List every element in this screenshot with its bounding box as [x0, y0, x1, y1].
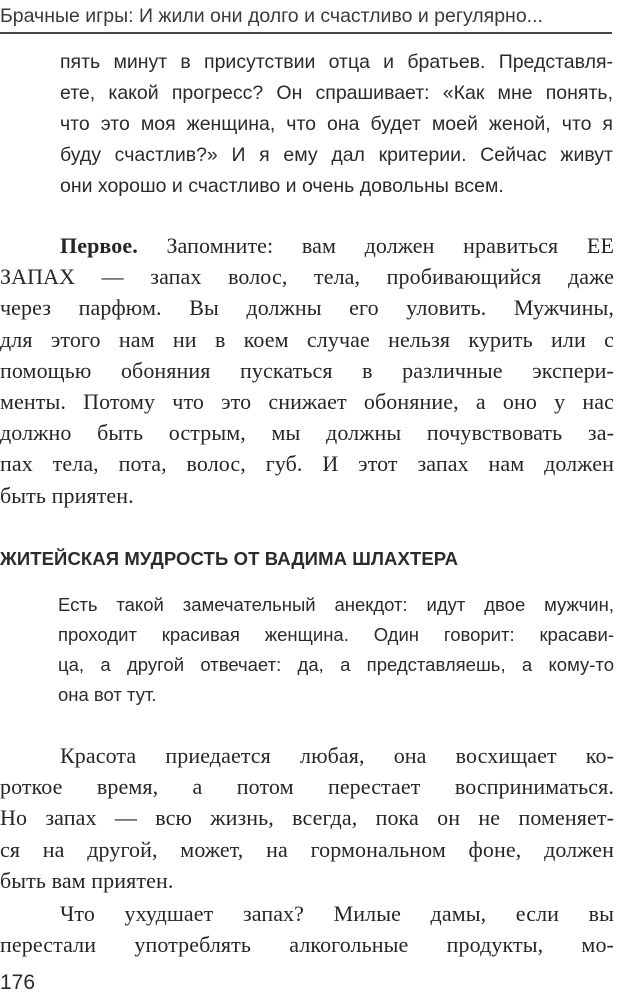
page-number: 176 — [0, 971, 36, 994]
intro-paragraph — [60, 47, 613, 202]
text-line: пах тела, пота, волос, губ. И этот запах нам должен — [0, 451, 614, 477]
text-line: буду счастлив?» И я ему дал критерии. Сейчас живут — [60, 144, 613, 166]
text-line: она вот тут. — [58, 684, 157, 705]
text-line: ЗАПАХ — запах волос, тела, пробивающийся даже — [0, 264, 614, 290]
text-line: перестали употреблять алкогольные продукты, мо- — [0, 932, 614, 958]
paragraph-lead: Первое. — [60, 233, 138, 258]
text-line: Красота приедается любая, она восхищает ко- — [60, 743, 614, 768]
text-line: через парфюм. Вы должны его уловить. Мужчины, — [0, 295, 614, 321]
anecdote-block — [58, 590, 614, 710]
text-line: пять минут в присутствии отца и братьев. Представля- — [60, 51, 613, 73]
last-paragraph — [0, 898, 614, 960]
first-paragraph — [0, 230, 614, 511]
running-head: Брачные игры: И жили они долго и счастливо и регулярно... — [0, 5, 543, 27]
text-line: проходит красивая женщина. Один говорит: красави- — [58, 624, 614, 645]
text-line: быть приятен. — [0, 482, 134, 508]
text-line: Что ухудшает запах? Милые дамы, если вы — [60, 901, 614, 926]
text-line — [0, 230, 614, 261]
text-line: ца, а другой отвечает: да, а представляешь, а кому-то — [58, 654, 614, 675]
text-line: ся на другой, может, на гормональном фоне, должен — [0, 836, 614, 862]
text-line: ете, какой прогресс? Он спрашивает: «Как мне понять, — [60, 82, 613, 104]
text-line: менты. Потому что это снижает обоняние, а оно у нас — [0, 389, 614, 415]
text-line: они хорошо и счастливо и очень довольны всем. — [60, 175, 504, 197]
text-line: что это моя женщина, что она будет моей женой, что я — [60, 113, 613, 135]
text-line: должно быть острым, мы должны почувствовать за- — [0, 420, 614, 446]
text-line: роткое время, а потом перестает восприниматься. — [0, 774, 614, 800]
beauty-paragraph — [0, 740, 614, 896]
text-line: помощью обоняния пускаться в различные экспери- — [0, 357, 614, 383]
text-line: Но запах — всю жизнь, всегда, пока он не поменяет- — [0, 805, 614, 831]
text-line: быть вам приятен. — [0, 867, 174, 893]
header-rule — [0, 32, 612, 34]
text-line: Есть такой замечательный анекдот: идут двое мужчин, — [58, 594, 614, 615]
section-heading: ЖИТЕЙСКАЯ МУДРОСТЬ ОТ ВАДИМА ШЛАХТЕРА — [0, 548, 459, 569]
text-fragment: Запомните: вам должен нравиться ЕЕ — [137, 233, 614, 258]
text-line: для этого нам ни в коем случае нельзя курить или с — [0, 326, 614, 352]
